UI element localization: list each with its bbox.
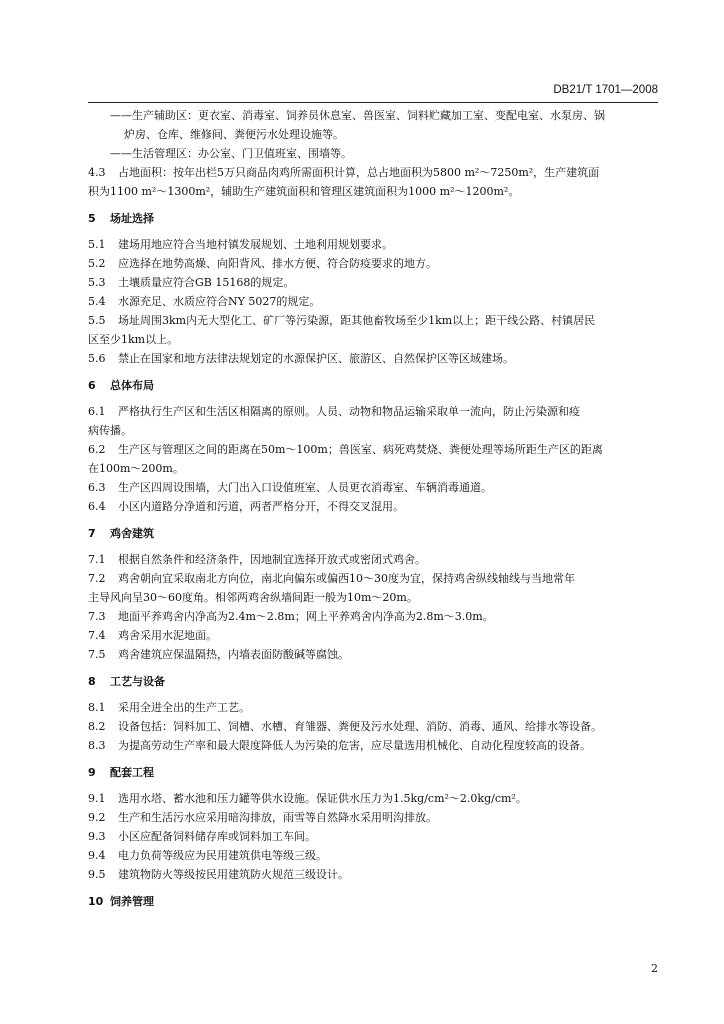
page-number: 2 xyxy=(651,962,658,975)
clause-number: 9.3 xyxy=(88,830,106,843)
clause-text: 总体布局 xyxy=(110,379,154,392)
clause-text: 饲养管理 xyxy=(110,895,154,908)
clause-text: 小区内道路分净道和污道，两者严格分开，不得交叉混用。 xyxy=(118,500,404,513)
text-line xyxy=(88,459,668,478)
clause-text: 场址周围3km内无大型化工、矿厂等污染源，距其他畜牧场至少1km以上；距干线公路、村镇居民 xyxy=(118,314,596,327)
clause-number: 6.2 xyxy=(88,443,106,456)
clause-line xyxy=(88,349,668,368)
clause-number: 8 xyxy=(88,675,96,688)
clause-line xyxy=(88,273,668,292)
clause-line xyxy=(88,607,668,626)
standard-code: DB21/T 1701—2008 xyxy=(553,84,658,96)
clause-text: 生产区与管理区之间的距离在50m～100m；兽医室、病死鸡焚烧、粪便处理等场所距生产区的距离 xyxy=(118,443,603,456)
clause-text: 炉房、仓库、维修间、粪便污水处理设施等。 xyxy=(124,128,344,141)
section-heading xyxy=(88,374,668,398)
clause-number: 7.3 xyxy=(88,610,106,623)
clause-line xyxy=(88,717,668,736)
section-heading xyxy=(88,207,668,231)
document-body xyxy=(88,106,668,918)
clause-text: 土壤质量应符合GB 15168的规定。 xyxy=(118,276,295,289)
clause-number: 7.2 xyxy=(88,572,106,585)
clause-line xyxy=(88,827,668,846)
clause-number: 7.1 xyxy=(88,553,106,566)
clause-number: 9.2 xyxy=(88,811,106,824)
clause-line xyxy=(88,311,668,330)
clause-text: 鸡舍建筑应保温隔热，内墙表面防酸碱等腐蚀。 xyxy=(118,648,349,661)
clause-line xyxy=(88,626,668,645)
text-line xyxy=(88,106,668,125)
clause-number: 7 xyxy=(88,527,96,540)
clause-text: 工艺与设备 xyxy=(110,675,165,688)
text-line xyxy=(88,144,668,163)
clause-text: 为提高劳动生产率和最大限度降低人为污染的危害，应尽量选用机械化、自动化程度较高的设备。 xyxy=(118,739,591,752)
clause-text: 建筑物防火等级按民用建筑防火规范三级设计。 xyxy=(118,868,349,881)
clause-number: 4.3 xyxy=(88,166,106,179)
clause-line xyxy=(88,497,668,516)
clause-text: ——生产辅助区：更衣室、消毒室、饲养员休息室、兽医室、饲料贮藏加工室、变配电室、水泵房、锅 xyxy=(110,109,605,122)
header-rule xyxy=(88,102,658,103)
clause-text: 地面平养鸡舍内净高为2.4m～2.8m；网上平养鸡舍内净高为2.8m～3.0m。 xyxy=(118,610,494,623)
clause-text: 鸡舍建筑 xyxy=(110,527,154,540)
clause-line xyxy=(88,698,668,717)
text-line xyxy=(88,588,668,607)
text-line xyxy=(88,330,668,349)
clause-text: 鸡舍采用水泥地面。 xyxy=(118,629,217,642)
clause-text: 配套工程 xyxy=(110,766,154,779)
clause-number: 9.1 xyxy=(88,792,106,805)
clause-text: 生产和生活污水应采用暗沟排放，雨雪等自然降水采用明沟排放。 xyxy=(118,811,437,824)
clause-line xyxy=(88,402,668,421)
clause-number: 5 xyxy=(88,212,96,225)
clause-line xyxy=(88,569,668,588)
clause-text: 鸡舍朝向宜采取南北方向位，南北向偏东或偏西10～30度为宜，保持鸡舍纵线轴线与当地常年 xyxy=(118,572,575,585)
clause-line xyxy=(88,789,668,808)
clause-text: 严格执行生产区和生活区相隔离的原则。人员、动物和物品运输采取单一流向，防止污染源和疫 xyxy=(118,405,580,418)
clause-number: 6.1 xyxy=(88,405,106,418)
section-heading xyxy=(88,522,668,546)
clause-text: 设备包括：饲料加工、饲槽、水槽、育雏器、粪便及污水处理、消防、消毒、通风、给排水等设备。 xyxy=(118,720,602,733)
clause-number: 8.1 xyxy=(88,701,106,714)
clause-line xyxy=(88,865,668,884)
clause-line xyxy=(88,645,668,664)
clause-number: 5.5 xyxy=(88,314,106,327)
clause-line xyxy=(88,163,668,182)
clause-text: 水源充足、水质应符合NY 5027的规定。 xyxy=(118,295,321,308)
clause-line xyxy=(88,846,668,865)
clause-text: 病传播。 xyxy=(88,424,132,437)
clause-number: 6.4 xyxy=(88,500,106,513)
clause-text: ——生活管理区：办公室、门卫值班室、围墙等。 xyxy=(110,147,352,160)
clause-text: 采用全进全出的生产工艺。 xyxy=(118,701,250,714)
text-line xyxy=(88,125,668,144)
clause-text: 占地面积：按年出栏5万只商品肉鸡所需面积计算，总占地面积为5800 m²～7250m²，生产建筑面 xyxy=(118,166,600,179)
clause-number: 6.3 xyxy=(88,481,106,494)
clause-text: 场址选择 xyxy=(110,212,154,225)
clause-number: 8.3 xyxy=(88,739,106,752)
section-heading xyxy=(88,670,668,694)
clause-number: 5.2 xyxy=(88,257,106,270)
clause-number: 9 xyxy=(88,766,96,779)
clause-line xyxy=(88,292,668,311)
clause-text: 积为1100 m²～1300m²，辅助生产建筑面积和管理区建筑面积为1000 m²～1200m²。 xyxy=(88,185,520,198)
clause-text: 建场用地应符合当地村镇发展规划、土地利用规划要求。 xyxy=(118,238,393,251)
clause-text: 电力负荷等级应为民用建筑供电等级三级。 xyxy=(118,849,327,862)
clause-line xyxy=(88,440,668,459)
clause-number: 7.4 xyxy=(88,629,106,642)
clause-number: 9.5 xyxy=(88,868,106,881)
clause-line xyxy=(88,736,668,755)
clause-text: 小区应配备饲料储存库或饲料加工车间。 xyxy=(118,830,316,843)
clause-number: 9.4 xyxy=(88,849,106,862)
clause-line xyxy=(88,550,668,569)
clause-line xyxy=(88,808,668,827)
text-line xyxy=(88,421,668,440)
clause-text: 选用水塔、蓄水池和压力罐等供水设施。保证供水压力为1.5kg/cm²～2.0kg/cm²。 xyxy=(118,792,527,805)
clause-text: 禁止在国家和地方法律法规划定的水源保护区、旅游区、自然保护区等区域建场。 xyxy=(118,352,514,365)
clause-text: 应选择在地势高燥、向阳背风、排水方便、符合防疫要求的地方。 xyxy=(118,257,437,270)
clause-number: 6 xyxy=(88,379,96,392)
clause-text: 区至少1km以上。 xyxy=(88,333,179,346)
clause-text: 生产区四周设围墙，大门出入口设值班室、人员更衣消毒室、车辆消毒通道。 xyxy=(118,481,492,494)
section-heading xyxy=(88,761,668,785)
clause-text: 主导风向呈30～60度角。相邻两鸡舍纵墙间距一般为10m～20m。 xyxy=(88,591,418,604)
clause-number: 5.6 xyxy=(88,352,106,365)
section-heading xyxy=(88,890,668,914)
clause-line xyxy=(88,478,668,497)
text-line xyxy=(88,182,668,201)
clause-number: 5.1 xyxy=(88,238,106,251)
clause-text: 根据自然条件和经济条件，因地制宜选择开放式或密闭式鸡舍。 xyxy=(118,553,426,566)
clause-line xyxy=(88,235,668,254)
clause-number: 10 xyxy=(88,895,104,908)
clause-text: 在100m～200m。 xyxy=(88,462,184,475)
clause-number: 8.2 xyxy=(88,720,106,733)
clause-line xyxy=(88,254,668,273)
clause-number: 5.4 xyxy=(88,295,106,308)
clause-number: 7.5 xyxy=(88,648,106,661)
clause-number: 5.3 xyxy=(88,276,106,289)
